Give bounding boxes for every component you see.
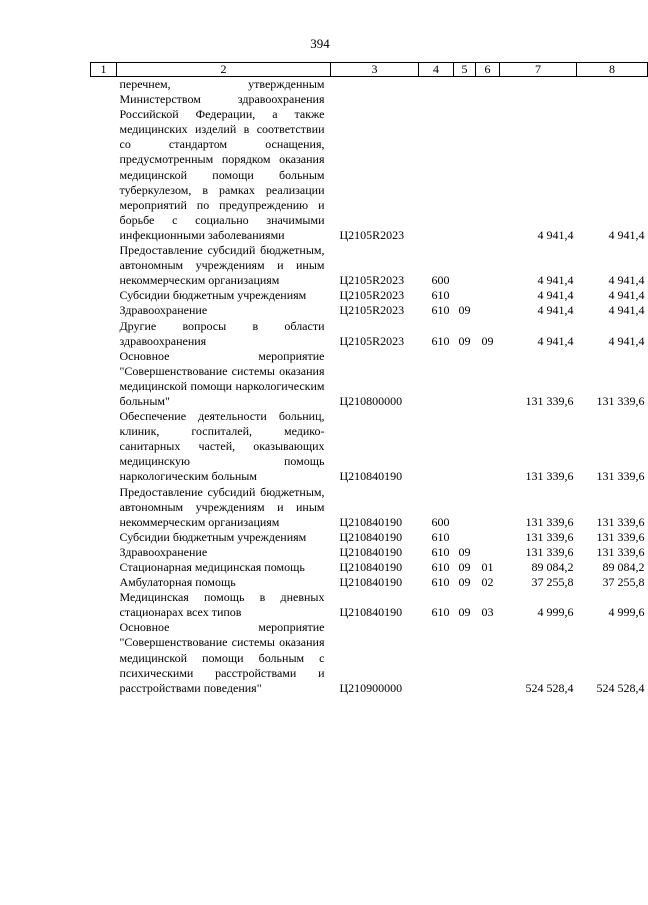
table-row <box>91 620 648 695</box>
cell-expense-type: 610 <box>431 575 450 590</box>
cell-subsection <box>476 409 500 484</box>
cell-code: Ц210900000 <box>339 680 403 695</box>
cell-section <box>454 620 476 695</box>
cell-amount-1: 4 941,4 <box>537 288 574 303</box>
cell-name: Стационарная медицинская помощь <box>119 560 305 574</box>
cell-expense-type: 610 <box>431 544 450 559</box>
cell-name: Другие вопросы в области здравоохранения <box>119 318 325 348</box>
header-row <box>91 63 648 77</box>
column-header: 8 <box>577 63 648 77</box>
cell-code: Ц210840190 <box>339 514 403 529</box>
table-row <box>91 319 648 349</box>
cell-code: Ц210840190 <box>339 560 403 574</box>
cell-expense-type <box>419 409 454 484</box>
cell-empty <box>91 319 117 349</box>
cell-empty <box>91 77 117 244</box>
column-header: 3 <box>331 63 419 77</box>
cell-amount-1: 4 941,4 <box>537 227 574 242</box>
cell-name: Основное мероприятие "Совершенствование системы оказания медицинской помощи больным с психическими расстройствами и расстройствами поведения" <box>119 620 325 695</box>
cell-amount-1: 89 084,2 <box>531 560 574 574</box>
cell-empty <box>91 349 117 409</box>
cell-expense-type: 610 <box>431 605 450 620</box>
cell-section <box>454 530 476 545</box>
cell-amount-2: 4 999,6 <box>608 605 645 620</box>
table-row <box>91 77 648 244</box>
cell-code: Ц2105R2023 <box>339 227 405 242</box>
cell-section: 09 <box>458 333 471 348</box>
cell-empty <box>91 560 117 575</box>
cell-subsection <box>476 545 500 560</box>
cell-subsection <box>476 243 500 288</box>
table-row <box>91 530 648 545</box>
cell-amount-2: 131 339,6 <box>596 544 645 559</box>
page-number: 394 <box>310 36 330 51</box>
cell-amount-2: 524 528,4 <box>596 680 645 695</box>
cell-code: Ц2105R2023 <box>339 288 405 303</box>
cell-code: Ц210800000 <box>339 393 403 408</box>
table-row <box>91 288 648 303</box>
cell-code: Ц2105R2023 <box>339 303 405 318</box>
cell-amount-2: 4 941,4 <box>608 288 645 303</box>
cell-expense-type: 610 <box>431 288 450 303</box>
cell-subsection: 03 <box>481 605 494 620</box>
cell-section <box>454 485 476 530</box>
cell-section: 09 <box>458 303 471 318</box>
cell-name: Предоставление субсидий бюджетным, автономным учреждениям и иным некоммерческим организациям <box>119 484 325 529</box>
cell-subsection: 09 <box>481 333 494 348</box>
cell-name: перечнем, утвержденным Министерством здравоохранения Российской Федерации, а также медицинских изделий в соответствии со стандартом оснащения, предусмотренным порядком оказания медицинской помощи больным туберкулезом, в рамках реализации мероприятий по предупреждению и борьбе с социально значимыми инфекционными заболеваниями <box>119 77 325 242</box>
cell-section: 09 <box>458 544 471 559</box>
cell-section <box>454 77 476 244</box>
table-row <box>91 560 648 575</box>
cell-section: 09 <box>458 575 471 590</box>
cell-amount-1: 37 255,8 <box>531 575 574 590</box>
column-header: 1 <box>91 63 117 77</box>
cell-name: Здравоохранение <box>119 544 208 559</box>
column-header: 6 <box>476 63 500 77</box>
cell-expense-type: 600 <box>431 514 450 529</box>
cell-expense-type: 610 <box>431 560 450 574</box>
cell-empty <box>91 288 117 303</box>
cell-section <box>454 288 476 303</box>
cell-section <box>454 243 476 288</box>
cell-name: Обеспечение деятельности больниц, клиник, госпиталей, медико-санитарных частей, оказывающих медицинскую помощь наркологическим больным <box>119 409 325 484</box>
column-header: 4 <box>419 63 454 77</box>
cell-expense-type: 610 <box>431 333 450 348</box>
cell-section: 09 <box>458 560 471 574</box>
table-row <box>91 485 648 530</box>
cell-empty <box>91 530 117 545</box>
table-row <box>91 545 648 560</box>
cell-amount-1: 4 941,4 <box>537 333 574 348</box>
cell-subsection <box>476 77 500 244</box>
cell-amount-2: 131 339,6 <box>596 514 645 529</box>
cell-amount-2: 131 339,6 <box>596 469 645 484</box>
cell-subsection <box>476 620 500 695</box>
cell-empty <box>91 485 117 530</box>
cell-amount-1: 131 339,6 <box>525 393 574 408</box>
cell-subsection <box>476 288 500 303</box>
cell-empty <box>91 545 117 560</box>
cell-name: Медицинская помощь в дневных стационарах всех типов <box>119 590 325 620</box>
cell-amount-1: 4 941,4 <box>537 273 574 288</box>
cell-subsection <box>476 530 500 545</box>
column-header: 5 <box>454 63 476 77</box>
table-row <box>91 590 648 620</box>
cell-expense-type <box>419 349 454 409</box>
cell-amount-1: 131 339,6 <box>525 469 574 484</box>
cell-name: Предоставление субсидий бюджетным, автономным учреждениям и иным некоммерческим организациям <box>119 243 325 288</box>
cell-section <box>454 409 476 484</box>
table-row <box>91 349 648 409</box>
cell-name: Амбулаторная помощь <box>119 575 236 590</box>
cell-empty <box>91 409 117 484</box>
cell-amount-2: 89 084,2 <box>602 560 645 574</box>
cell-subsection <box>476 349 500 409</box>
cell-expense-type: 610 <box>431 303 450 318</box>
cell-amount-2: 131 339,6 <box>596 393 645 408</box>
cell-expense-type <box>419 620 454 695</box>
cell-amount-2: 4 941,4 <box>608 303 645 318</box>
cell-section <box>454 349 476 409</box>
cell-empty <box>91 575 117 590</box>
cell-amount-1: 131 339,6 <box>525 529 574 544</box>
table-row <box>91 243 648 288</box>
cell-code: Ц210840190 <box>339 529 403 544</box>
cell-name: Здравоохранение <box>119 303 208 318</box>
cell-amount-1: 4 999,6 <box>537 605 574 620</box>
column-header: 2 <box>117 63 331 77</box>
cell-amount-2: 37 255,8 <box>602 575 645 590</box>
cell-empty <box>91 590 117 620</box>
cell-code: Ц210840190 <box>339 605 403 620</box>
table-row <box>91 303 648 318</box>
cell-name: Основное мероприятие "Совершенствование системы оказания медицинской помощи наркологическим больным" <box>119 348 325 408</box>
cell-code: Ц210840190 <box>339 469 403 484</box>
cell-empty <box>91 243 117 288</box>
cell-expense-type: 610 <box>431 529 450 544</box>
column-header: 7 <box>500 63 577 77</box>
table-row <box>91 575 648 590</box>
cell-code: Ц2105R2023 <box>339 273 405 288</box>
cell-amount-2: 4 941,4 <box>608 273 645 288</box>
cell-amount-2: 4 941,4 <box>608 333 645 348</box>
cell-empty <box>91 620 117 695</box>
cell-code: Ц210840190 <box>339 544 403 559</box>
cell-amount-2: 131 339,6 <box>596 529 645 544</box>
cell-name: Субсидии бюджетным учреждениям <box>119 529 307 544</box>
cell-code: Ц2105R2023 <box>339 333 405 348</box>
cell-subsection <box>476 485 500 530</box>
table-row <box>91 409 648 484</box>
cell-code: Ц210840190 <box>339 575 403 590</box>
cell-amount-1: 524 528,4 <box>525 680 574 695</box>
cell-expense-type <box>419 77 454 244</box>
cell-empty <box>91 303 117 318</box>
cell-amount-1: 131 339,6 <box>525 544 574 559</box>
cell-amount-1: 131 339,6 <box>525 514 574 529</box>
cell-amount-2: 4 941,4 <box>608 227 645 242</box>
cell-subsection <box>476 303 500 318</box>
cell-amount-1: 4 941,4 <box>537 303 574 318</box>
cell-name: Субсидии бюджетным учреждениям <box>119 288 307 303</box>
cell-subsection: 02 <box>481 575 494 590</box>
cell-subsection: 01 <box>481 560 494 574</box>
budget-table <box>90 62 648 696</box>
cell-section: 09 <box>458 605 471 620</box>
cell-expense-type: 600 <box>431 273 450 288</box>
